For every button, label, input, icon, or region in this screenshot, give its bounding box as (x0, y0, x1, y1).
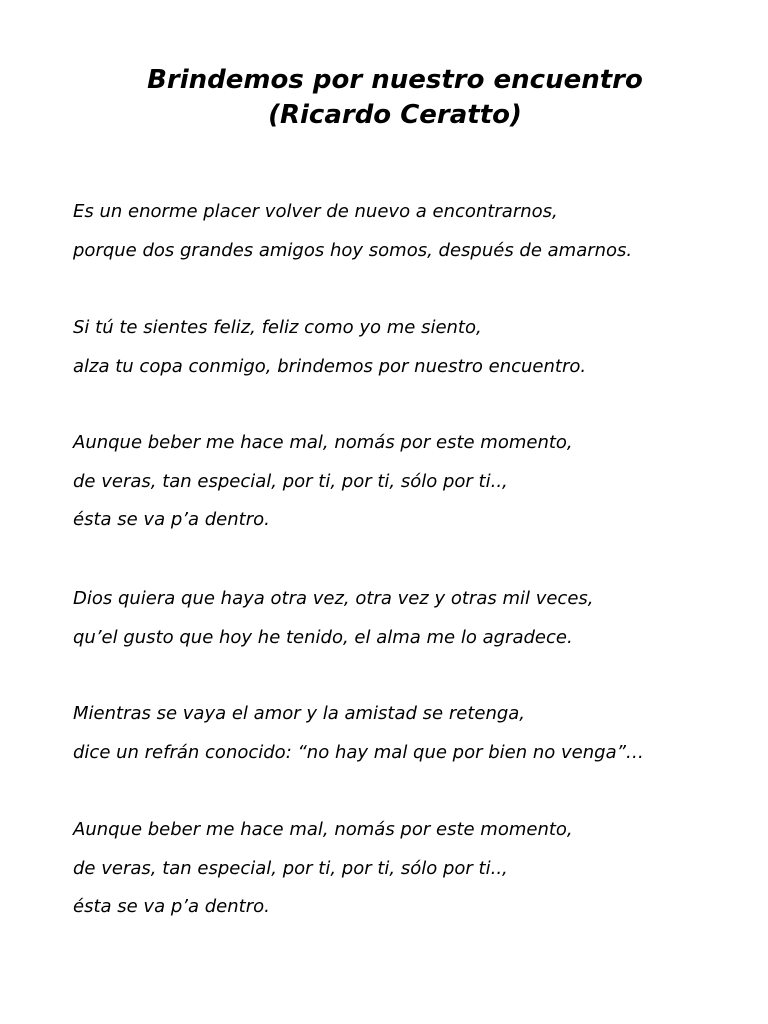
stanza (73, 309, 763, 386)
stanza (73, 193, 763, 270)
verse-line: Es un enorme placer volver de nuevo a encontrarnos, (73, 201, 558, 222)
stanza (73, 424, 763, 540)
stanza (73, 695, 763, 772)
verse-line: Aunque beber me hace mal, nomás por este momento, (73, 819, 573, 840)
verse-line: qu’el gusto que hoy he tenido, el alma me lo agradece. (73, 626, 573, 648)
stanza (73, 580, 763, 657)
poem-title: Brindemos por nuestro encuentro (147, 65, 643, 96)
verse-line: de veras, tan especial, por ti, por ti, sólo por ti.., (73, 470, 508, 492)
poem-author: (Ricardo Ceratto) (268, 100, 522, 130)
verse-line: dice un refrán conocido: “no hay mal que por bien no venga”… (73, 741, 644, 763)
verse-line: alza tu copa conmigo, brindemos por nuestro encuentro. (73, 355, 587, 377)
verse-line: Dios quiera que haya otra vez, otra vez y otras mil veces, (73, 588, 594, 609)
verse-line: porque dos grandes amigos hoy somos, después de amarnos. (73, 239, 633, 261)
verse-line: de veras, tan especial, por ti, por ti, sólo por ti.., (73, 857, 508, 879)
verse-line: Aunque beber me hace mal, nomás por este momento, (73, 432, 573, 453)
verse-line: Si tú te sientes feliz, feliz como yo me siento, (73, 317, 482, 338)
verse-line: ésta se va p’a dentro. (73, 509, 270, 530)
verse-line: Mientras se vaya el amor y la amistad se retenga, (73, 703, 526, 724)
stanza (73, 811, 763, 927)
verse-line: ésta se va p’a dentro. (73, 896, 270, 917)
